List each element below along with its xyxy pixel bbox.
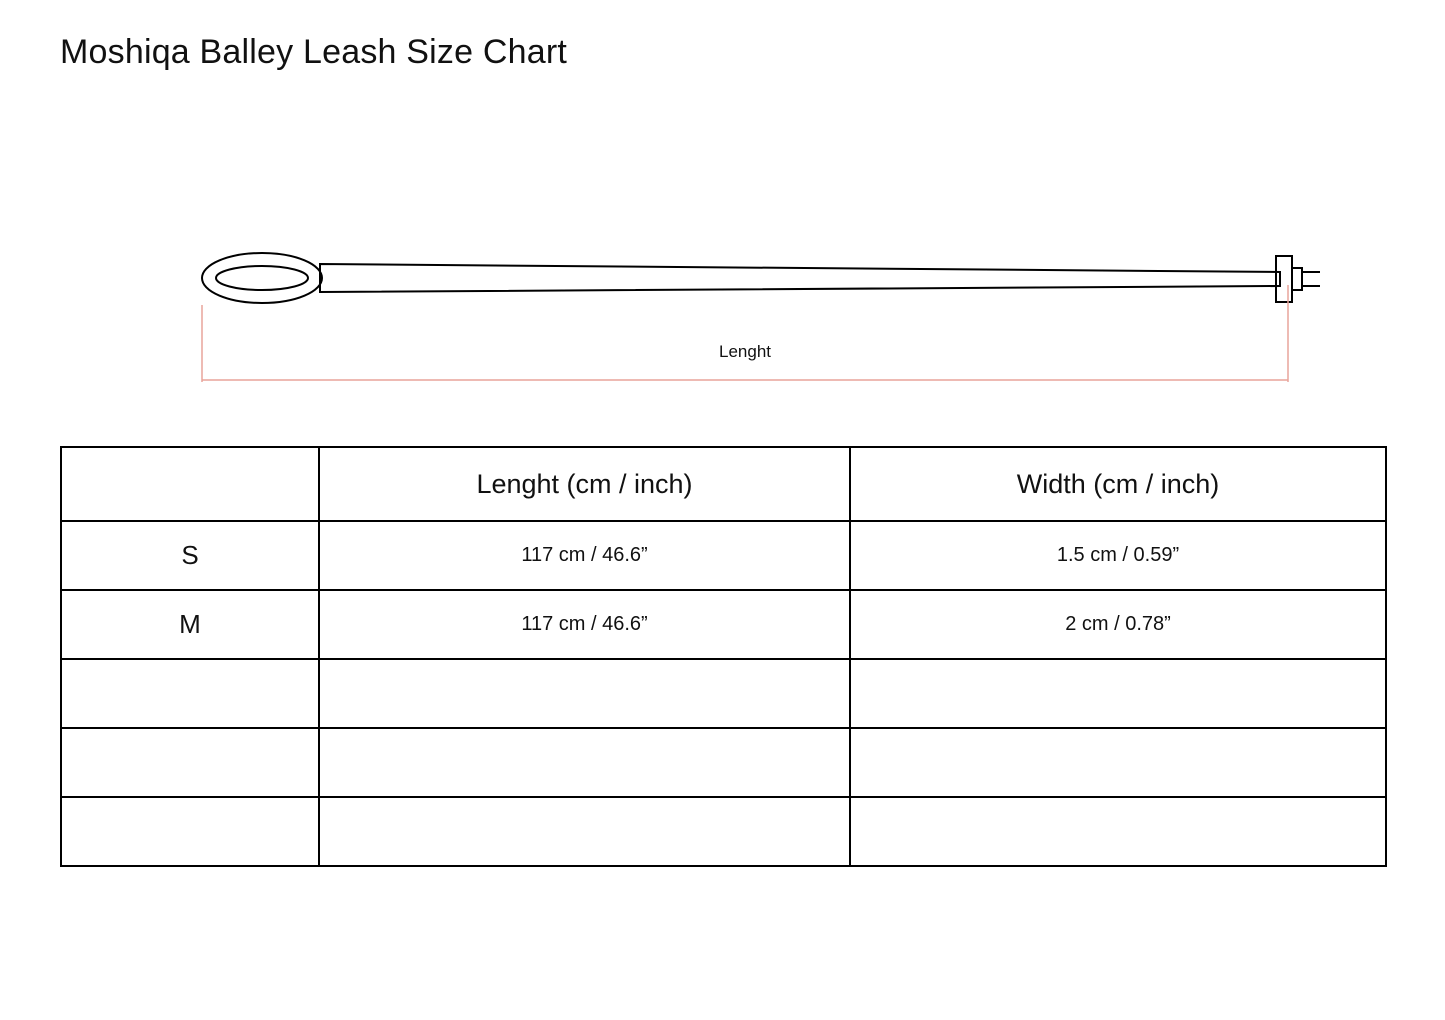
- cell-size: S: [61, 521, 319, 590]
- leash-illustration: [200, 230, 1320, 400]
- cell-size: [61, 659, 319, 728]
- table-header-row: [61, 447, 1386, 521]
- page-title: Moshiqa Balley Leash Size Chart: [60, 33, 568, 71]
- leash-diagram: [200, 230, 1320, 400]
- cell-width: [850, 728, 1386, 797]
- table-row: [61, 728, 1386, 797]
- cell-width: [850, 659, 1386, 728]
- table-row: [61, 590, 1386, 659]
- cell-length: [319, 797, 850, 866]
- table-row: [61, 659, 1386, 728]
- size-table: [60, 446, 1387, 867]
- cell-length: [319, 659, 850, 728]
- table-row: [61, 797, 1386, 866]
- cell-length: 117 cm / 46.6”: [319, 590, 850, 659]
- table-row: [61, 521, 1386, 590]
- dimension-label: Lenght: [719, 342, 771, 361]
- cell-width: 1.5 cm / 0.59”: [850, 521, 1386, 590]
- header-length: Lenght (cm / inch): [319, 447, 850, 521]
- header-size: [61, 447, 319, 521]
- cell-size: [61, 728, 319, 797]
- cell-width: [850, 797, 1386, 866]
- header-width: Width (cm / inch): [850, 447, 1386, 521]
- cell-length: 117 cm / 46.6”: [319, 521, 850, 590]
- cell-width: 2 cm / 0.78”: [850, 590, 1386, 659]
- cell-size: M: [61, 590, 319, 659]
- cell-size: [61, 797, 319, 866]
- cell-length: [319, 728, 850, 797]
